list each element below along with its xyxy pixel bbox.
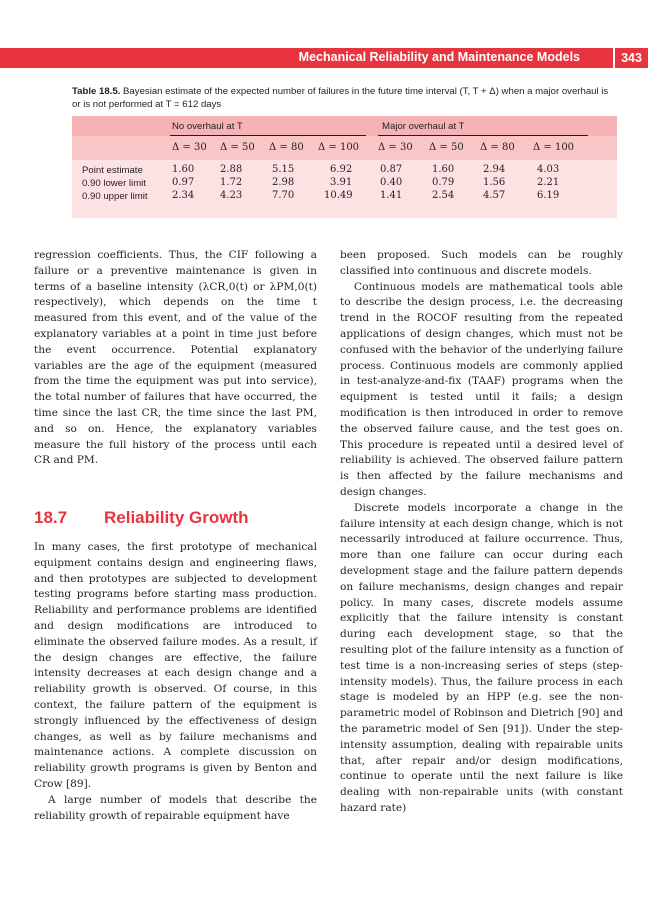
delta-header: Δ = 30 <box>172 142 207 153</box>
results-table <box>72 116 617 214</box>
table-cell: 1.56 <box>483 177 506 188</box>
paragraph: In many cases, the first prototype of mechanical equipment contains design and engineering flaws, and then prototypes are subjected to development testing programs before starting mass production. Reliability and performance problems are identified and design modifications are introduced to eliminate the observed failure modes. As a result, if the design changes are effective, the failure intensity decreases at each design change and a reliability growth is observed. Of course, in this context, the failure pattern of the equipment is strongly influenced by the effectiveness of design changes, as well as by failure mechanisms and maintenance actions. A complete discussion on reliability growth programs is given by Benton and Crow [89]. <box>34 541 317 790</box>
table-cell: 6.19 <box>537 190 560 201</box>
delta-header: Δ = 80 <box>480 142 515 153</box>
section-heading <box>34 508 249 528</box>
delta-header: Δ = 50 <box>220 142 255 153</box>
table-cell: 1.60 <box>172 164 195 175</box>
section-number: 18.7 <box>34 508 68 527</box>
table-cell: 1.72 <box>220 177 243 188</box>
left-column-top <box>34 248 317 469</box>
group-underline <box>170 135 366 136</box>
delta-header: Δ = 100 <box>533 142 575 153</box>
table-cell: 0.40 <box>380 177 403 188</box>
row-label-lower-limit: 0.90 lower limit <box>82 178 146 189</box>
delta-header: Δ = 80 <box>269 142 304 153</box>
left-column-bottom <box>34 540 317 824</box>
paragraph: A large number of models that describe the reliability growth of repairable equipment have <box>34 793 317 822</box>
table-band-groups <box>72 116 617 136</box>
row-label-point-estimate: Point estimate <box>82 165 143 176</box>
page-number: 343 <box>615 48 648 68</box>
group-underline <box>378 135 588 136</box>
paragraph: been proposed. Such models can be roughly classified into continuous and discrete models. <box>340 249 623 277</box>
table-label: Table 18.5. <box>72 86 121 97</box>
table-cell: 4.03 <box>537 164 560 175</box>
table-cell: 1.41 <box>380 190 403 201</box>
table-cell: 0.87 <box>380 164 403 175</box>
table-cell: 6.92 <box>330 164 353 175</box>
table-cell: 2.94 <box>483 164 506 175</box>
table-cell: 4.57 <box>483 190 506 201</box>
table-cell: 10.49 <box>324 190 353 201</box>
delta-header: Δ = 50 <box>429 142 464 153</box>
delta-header: Δ = 30 <box>378 142 413 153</box>
delta-header: Δ = 100 <box>318 142 360 153</box>
table-cell: 4.23 <box>220 190 243 201</box>
table-caption <box>72 85 617 111</box>
table-cell: 2.34 <box>172 190 195 201</box>
section-title: Reliability Growth <box>104 508 249 527</box>
table-cell: 3.91 <box>330 177 353 188</box>
table-cell: 0.97 <box>172 177 195 188</box>
right-column <box>340 248 623 817</box>
table-cell: 2.88 <box>220 164 243 175</box>
table-cell: 1.60 <box>432 164 455 175</box>
table-cell: 2.54 <box>432 190 455 201</box>
table-cell: 0.79 <box>432 177 455 188</box>
running-title: Mechanical Reliability and Maintenance Models <box>298 50 580 64</box>
group-header-no-overhaul: No overhaul at T <box>172 121 243 132</box>
paragraph: Continuous models are mathematical tools able to describe the design process, i.e. the decreasing trend in the ROCOF resulting from the repeated applications of design changes, which must not be confused with the behavior of the underlying failure process. Continuous models are commonly applied in test-analyze-and-fix (TAAF) programs when the equipment is tested until it fails; a design modification is then introduced in order to remove the observed failure cause, and the test goes on. This procedure is repeated until a desired level of reliability is achieved. The observed failure pattern is then affected by the failure mechanisms and design changes. <box>340 280 623 498</box>
paragraph: Discrete models incorporate a change in the failure intensity at each design change, which is not necessarily introduced at failure occurrence. Thus, more than one failure can occur during each development stage and the failure pattern depends on failure mechanisms, design changes and repair policy. In many cases, discrete models assume explicitly that the failure intensity is constant during each development stage, so that the resulting plot of the failure intensity as a function of test time is a non-increasing series of steps (step-intensity models). Thus, the failure process in each stage is modeled by an HPP (e.g. see the non-parametric model of Robinson and Dietrich [90] and the parametric model of Sen [91]). Under the step-intensity assumption, dealing with repairable units that, after repair and/or design modifications, continue to operate until the next failure is like dealing with non-repairable units (with constant hazard rate) <box>340 501 623 814</box>
table-cell: 7.70 <box>272 190 295 201</box>
paragraph: regression coefficients. Thus, the CIF following a failure or a preventive maintenance is given in terms of a baseline intensity (λCR,0(t) or λPM,0(t) respectively), which depends on the time t measured from this event, and of the value of the explanatory variables at a point in time just before the event occurrence. Potential explanatory variables are the age of the equipment (measured from the time the equipment was put into service), the total number of failures that have occurred, the time since the last CR, the time since the last PM, and so on. Hence, the explanatory variables measure the full history of the process until each CR and PM. <box>34 249 317 467</box>
group-header-major-overhaul: Major overhaul at T <box>382 121 465 132</box>
table-caption-text: Bayesian estimate of the expected number of failures in the future time interval (T, T + Δ) when a major overhaul is or is not performed at T = 612 days <box>72 86 609 110</box>
table-cell: 5.15 <box>272 164 295 175</box>
table-cell: 2.98 <box>272 177 295 188</box>
row-label-upper-limit: 0.90 upper limit <box>82 191 148 202</box>
table-cell: 2.21 <box>537 177 560 188</box>
